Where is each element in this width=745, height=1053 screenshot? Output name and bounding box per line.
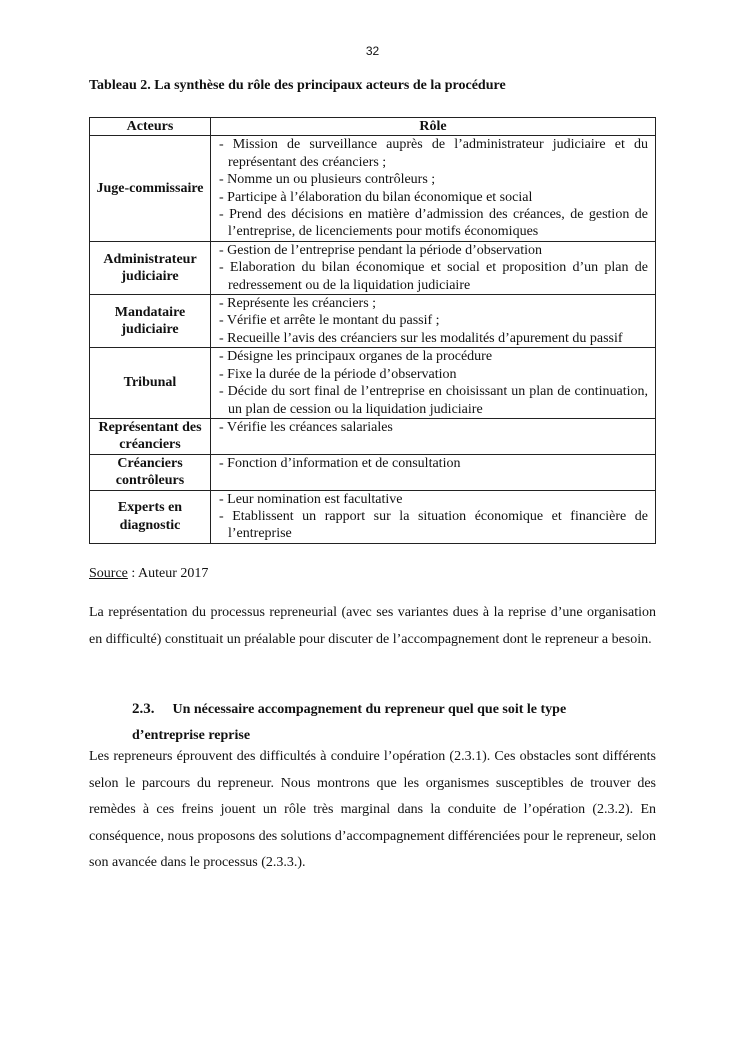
role-item: - Fonction d’information et de consultation	[219, 455, 461, 471]
role-cell	[211, 136, 656, 241]
actor-cell: Mandataire judiciaire	[90, 295, 211, 348]
table-body	[90, 136, 656, 543]
role-item: - Désigne les principaux organes de la procédure	[219, 349, 493, 365]
role-item: - Gestion de l’entreprise pendant la période d’observation	[219, 242, 543, 258]
actor-cell: Juge-commissaire	[90, 136, 211, 241]
role-item: - Elaboration du bilan économique et social et proposition d’un plan de redressement ou de la liquidation judiciaire	[219, 260, 648, 293]
table-row	[90, 295, 656, 348]
source-line	[89, 566, 656, 582]
actors-table	[89, 117, 656, 544]
table-row	[90, 136, 656, 241]
role-item: - Décide du sort final de l’entreprise en choisissant un plan de continuation, un plan de cession ou la liquidation judiciaire	[219, 384, 648, 417]
role-item: - Recueille l’avis des créanciers sur les modalités d’apurement du passif	[219, 330, 623, 346]
role-cell	[211, 295, 656, 348]
table-row	[90, 418, 656, 454]
role-cell	[211, 490, 656, 543]
role-item: - Vérifie les créances salariales	[219, 419, 393, 435]
role-item: - Nomme un ou plusieurs contrôleurs ;	[219, 172, 436, 188]
role-item: - Fixe la durée de la période d’observation	[219, 366, 457, 382]
role-cell	[211, 454, 656, 490]
role-cell	[211, 418, 656, 454]
role-cell	[211, 348, 656, 419]
table-row	[90, 348, 656, 419]
header-actors: Acteurs	[90, 118, 211, 136]
actor-cell: Représentant des créanciers	[90, 418, 211, 454]
role-item: - Etablissent un rapport sur la situation économique et financière de l’entreprise	[219, 508, 648, 542]
table-header-row	[90, 118, 656, 136]
actor-cell: Administrateur judiciaire	[90, 241, 211, 294]
table-row	[90, 454, 656, 490]
source-label: Source	[89, 566, 128, 581]
source-text: : Auteur 2017	[127, 566, 209, 581]
role-item: - Leur nomination est facultative	[219, 491, 403, 507]
actor-cell: Tribunal	[90, 348, 211, 419]
table-caption: Tableau 2. La synthèse du rôle des principaux acteurs de la procédure	[89, 78, 506, 93]
section-heading	[132, 696, 632, 749]
role-item: - Représente les créanciers ;	[219, 296, 377, 312]
page-number: 32	[365, 44, 380, 58]
role-cell	[211, 241, 656, 294]
table-row	[90, 241, 656, 294]
header-role: Rôle	[211, 118, 656, 136]
role-item: - Participe à l’élaboration du bilan économique et social	[219, 189, 533, 205]
role-item: - Vérifie et arrête le montant du passif ;	[219, 313, 440, 329]
actor-cell: Créanciers contrôleurs	[90, 454, 211, 490]
table-row	[90, 490, 656, 543]
role-item: - Mission de surveillance auprès de l’administrateur judiciaire et du représentant des créanciers ;	[219, 137, 648, 170]
section-number: 2.3.	[132, 701, 155, 717]
section-title: Un nécessaire accompagnement du repreneur quel que soit le type d’entreprise reprise	[132, 702, 567, 743]
role-item: - Prend des décisions en matière d’admission des créances, de gestion de l’entreprise, de licenciements pour motifs économiques	[219, 207, 648, 240]
paragraph-1: La représentation du processus repreneurial (avec ses variantes dues à la reprise d’une organisation en difficulté) constituait un préalable pour discuter de l’accompagnement dont le repreneur a besoin.	[89, 605, 656, 647]
actor-cell: Experts en diagnostic	[90, 490, 211, 543]
paragraph-2: Les repreneurs éprouvent des difficultés à conduire l’opération (2.3.1). Ces obstacles sont différents selon le parcours du repreneur. Nous montrons que les organismes susceptibles de trouver des remèdes à ces freins jouent un rôle très marginal dans la conduite de l’opération (2.3.2). En conséquence, nous proposons des solutions d’accompagnement différenciées pour le repreneur, selon son avancée dans le processus (2.3.3.).	[89, 749, 656, 870]
